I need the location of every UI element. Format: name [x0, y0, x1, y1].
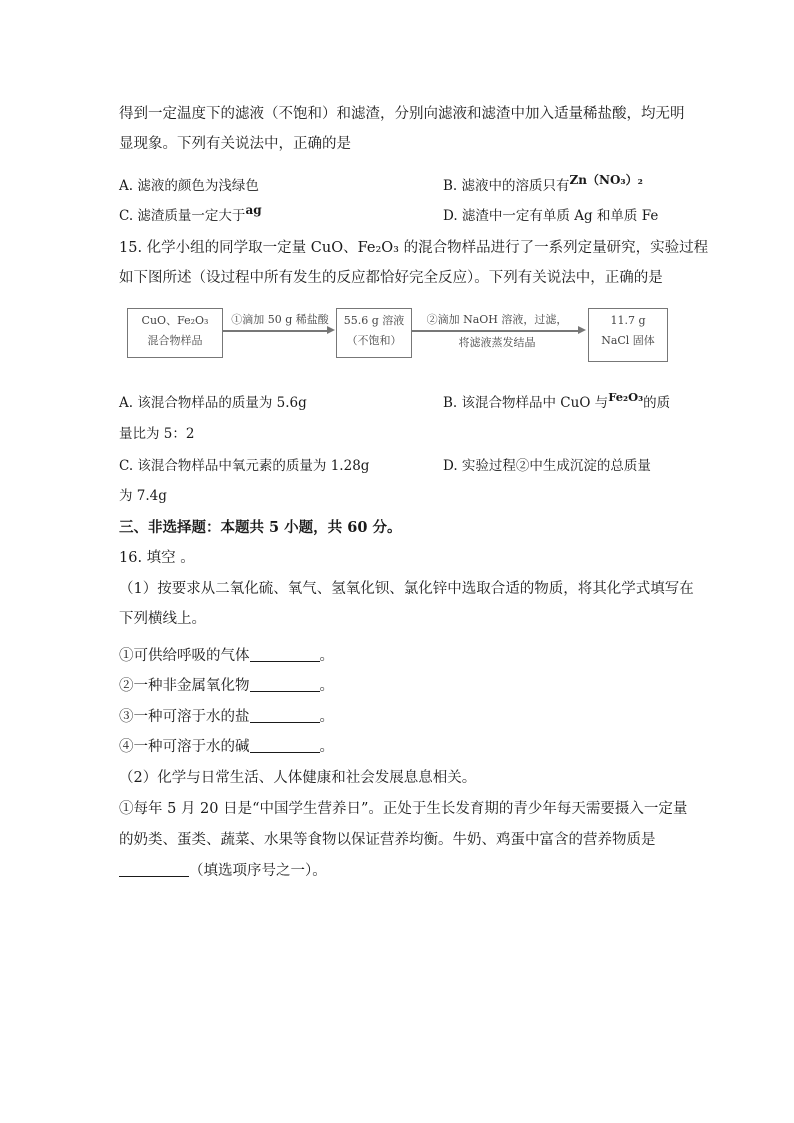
- flow-box-solution-line2: （不饱和）: [346, 334, 402, 347]
- q16-item-3-period: 。: [319, 709, 334, 725]
- q14-option-b-text: B. 滤液中的溶质只有: [443, 178, 570, 194]
- q15-option-b-formula: Fe₂O₃: [608, 390, 644, 404]
- q15-option-b-continued: 量比为 5：2: [119, 426, 195, 442]
- q16-item-1-text: ①可供给呼吸的气体: [119, 648, 250, 664]
- answer-blank-5[interactable]: [119, 862, 189, 877]
- q14-option-d: D. 滤渣中一定有单质 Ag 和单质 Fe: [443, 208, 659, 224]
- answer-blank-1[interactable]: [250, 647, 320, 662]
- flow-box-solution: [336, 308, 412, 358]
- q16-part2-1-line1: ①每年 5 月 20 日是“中国学生营养日”。正处于生长发育期的青少年每天需要摄入一定量: [119, 801, 688, 817]
- q16-item-2-period: 。: [319, 678, 334, 694]
- q16-part2-1-line2: 的奶类、蛋类、蔬菜、水果等食物以保证营养均衡。牛奶、鸡蛋中富含的营养物质是: [119, 832, 656, 848]
- flow-box-sample-line1: CuO、Fe₂O₃: [141, 314, 209, 327]
- intro-line-1: 得到一定温度下的滤液（不饱和）和滤渣，分别向滤液和滤渣中加入适量稀盐酸，均无明: [119, 106, 685, 122]
- flow-box-sample-line2: 混合物样品: [147, 334, 203, 347]
- q14-option-c-formula: ag: [245, 203, 262, 217]
- q15-option-b: [443, 390, 671, 413]
- q14-option-a: A. 滤液的颜色为浅绿色: [119, 178, 259, 194]
- q15-option-a: A. 该混合物样品的质量为 5.6g: [119, 395, 307, 411]
- q16-item-4: [119, 737, 334, 757]
- q16-part1-line2: 下列横线上。: [119, 611, 206, 627]
- q16-item-4-text: ④一种可溶于水的碱: [119, 739, 250, 755]
- intro-line-2: 显现象。下列有关说法中，正确的是: [119, 136, 351, 152]
- answer-blank-2[interactable]: [250, 677, 320, 692]
- q15-option-d-continued: 为 7.4g: [119, 488, 167, 504]
- q16-item-3: [119, 707, 334, 727]
- q16-part2-1-line3: [119, 861, 327, 881]
- q15-option-b-text: B. 该混合物样品中 CuO 与: [443, 395, 609, 411]
- flow-box-solution-line1: 55.6 g 溶液: [343, 314, 405, 327]
- q15-line-1: 15. 化学小组的同学取一定量 CuO、Fe₂O₃ 的混合物样品进行了一系列定量研究，实验过程: [119, 240, 709, 256]
- answer-blank-4[interactable]: [250, 738, 320, 753]
- flow-arrow1-head-icon: [327, 326, 335, 334]
- q14-option-b-formula: Zn（NO₃）₂: [569, 173, 643, 187]
- q16-item-2-text: ②一种非金属氧化物: [119, 678, 250, 694]
- q16-title: 16. 填空 。: [119, 550, 195, 566]
- answer-blank-3[interactable]: [250, 708, 320, 723]
- q16-part2-1-line3-text: （填选项序号之一）。: [189, 863, 327, 879]
- q16-item-4-period: 。: [319, 739, 334, 755]
- section-3-title: 三、非选择题：本题共 5 小题，共 60 分。: [119, 519, 402, 536]
- q14-option-c: [119, 203, 262, 226]
- flow-box-nacl-line2: NaCl 固体: [601, 334, 655, 347]
- flow-box-nacl: [588, 308, 668, 362]
- flow-arrow2-head-icon: [578, 326, 586, 334]
- q14-option-c-text: C. 滤渣质量一定大于: [119, 208, 246, 224]
- flow-arrow1-label: ①滴加 50 g 稀盐酸: [231, 313, 329, 326]
- q16-item-3-text: ③一种可溶于水的盐: [119, 709, 250, 725]
- q16-part1-line1: （1）按要求从二氧化硫、氧气、氢氧化钡、氯化锌中选取合适的物质，将其化学式填写在: [119, 581, 694, 597]
- flow-box-sample: [127, 308, 223, 358]
- q15-option-d: D. 实验过程②中生成沉淀的总质量: [443, 458, 651, 474]
- flow-arrow2-line: [412, 330, 578, 332]
- q16-item-2: [119, 676, 334, 696]
- q14-option-b: [443, 173, 643, 196]
- q16-item-1-period: 。: [319, 648, 334, 664]
- q15-option-b-suffix: 的质: [643, 395, 671, 411]
- q15-line-2: 如下图所述（设过程中所有发生的反应都恰好完全反应）。下列有关说法中，正确的是: [119, 270, 663, 286]
- q15-option-c: C. 该混合物样品中氧元素的质量为 1.28g: [119, 458, 370, 474]
- q16-item-1: [119, 646, 334, 666]
- flow-arrow2-label-1: ②滴加 NaOH 溶液，过滤，: [426, 313, 568, 326]
- flow-arrow1-line: [223, 330, 327, 332]
- flow-arrow2-label-2: 将滤液蒸发结晶: [458, 336, 536, 349]
- flow-box-nacl-line1: 11.7 g: [610, 314, 646, 327]
- q16-part2: （2）化学与日常生活、人体健康和社会发展息息相关。: [119, 770, 477, 786]
